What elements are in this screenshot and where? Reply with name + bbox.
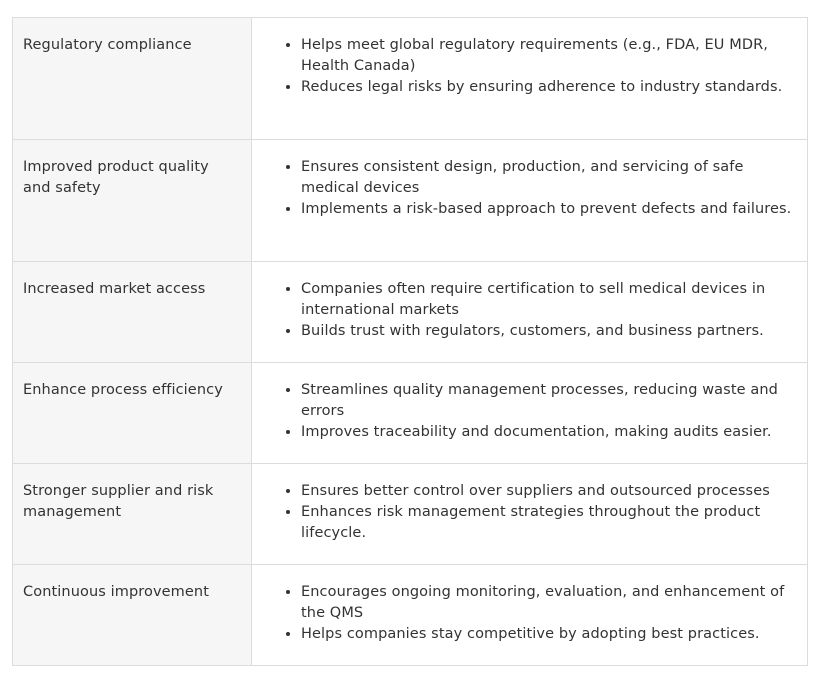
benefits-table-container	[12, 17, 808, 666]
row-content	[252, 565, 808, 666]
list-item: • Builds trust with regulators, customers, and business partners.	[301, 321, 797, 342]
table-row	[13, 363, 808, 464]
table-row	[13, 565, 808, 666]
row-content	[252, 140, 808, 262]
row-content	[252, 464, 808, 565]
row-label: Continuous improvement	[13, 565, 252, 666]
row-label: Regulatory compliance	[13, 18, 252, 140]
row-label: Stronger supplier and risk management	[13, 464, 252, 565]
table-row	[13, 18, 808, 140]
list-item: • Enhances risk management strategies throughout the product lifecycle.	[301, 502, 797, 544]
list-item: • Helps meet global regulatory requirements (e.g., FDA, EU MDR, Health Canada)	[301, 35, 797, 77]
list-item: • Improves traceability and documentation, making audits easier.	[301, 422, 797, 443]
row-label: Increased market access	[13, 262, 252, 363]
list-item: • Encourages ongoing monitoring, evaluation, and enhancement of the QMS	[301, 582, 797, 624]
bullet-list	[252, 582, 797, 645]
row-content	[252, 363, 808, 464]
row-label: Enhance process efficiency	[13, 363, 252, 464]
list-item: • Companies often require certification to sell medical devices in international markets	[301, 279, 797, 321]
bullet-list	[252, 380, 797, 443]
list-item: • Implements a risk-based approach to prevent defects and failures.	[301, 199, 797, 220]
table-row	[13, 262, 808, 363]
row-label: Improved product quality and safety	[13, 140, 252, 262]
list-item: • Helps companies stay competitive by adopting best practices.	[301, 624, 797, 645]
row-content	[252, 262, 808, 363]
bullet-list	[252, 35, 797, 98]
bullet-list	[252, 481, 797, 544]
list-item: • Ensures better control over suppliers and outsourced processes	[301, 481, 797, 502]
row-content	[252, 18, 808, 140]
table-row	[13, 140, 808, 262]
list-item: • Streamlines quality management processes, reducing waste and errors	[301, 380, 797, 422]
bullet-list	[252, 157, 797, 220]
bullet-list	[252, 279, 797, 342]
benefits-table	[12, 17, 808, 666]
list-item: • Ensures consistent design, production, and servicing of safe medical devices	[301, 157, 797, 199]
table-row	[13, 464, 808, 565]
list-item: • Reduces legal risks by ensuring adherence to industry standards.	[301, 77, 797, 98]
